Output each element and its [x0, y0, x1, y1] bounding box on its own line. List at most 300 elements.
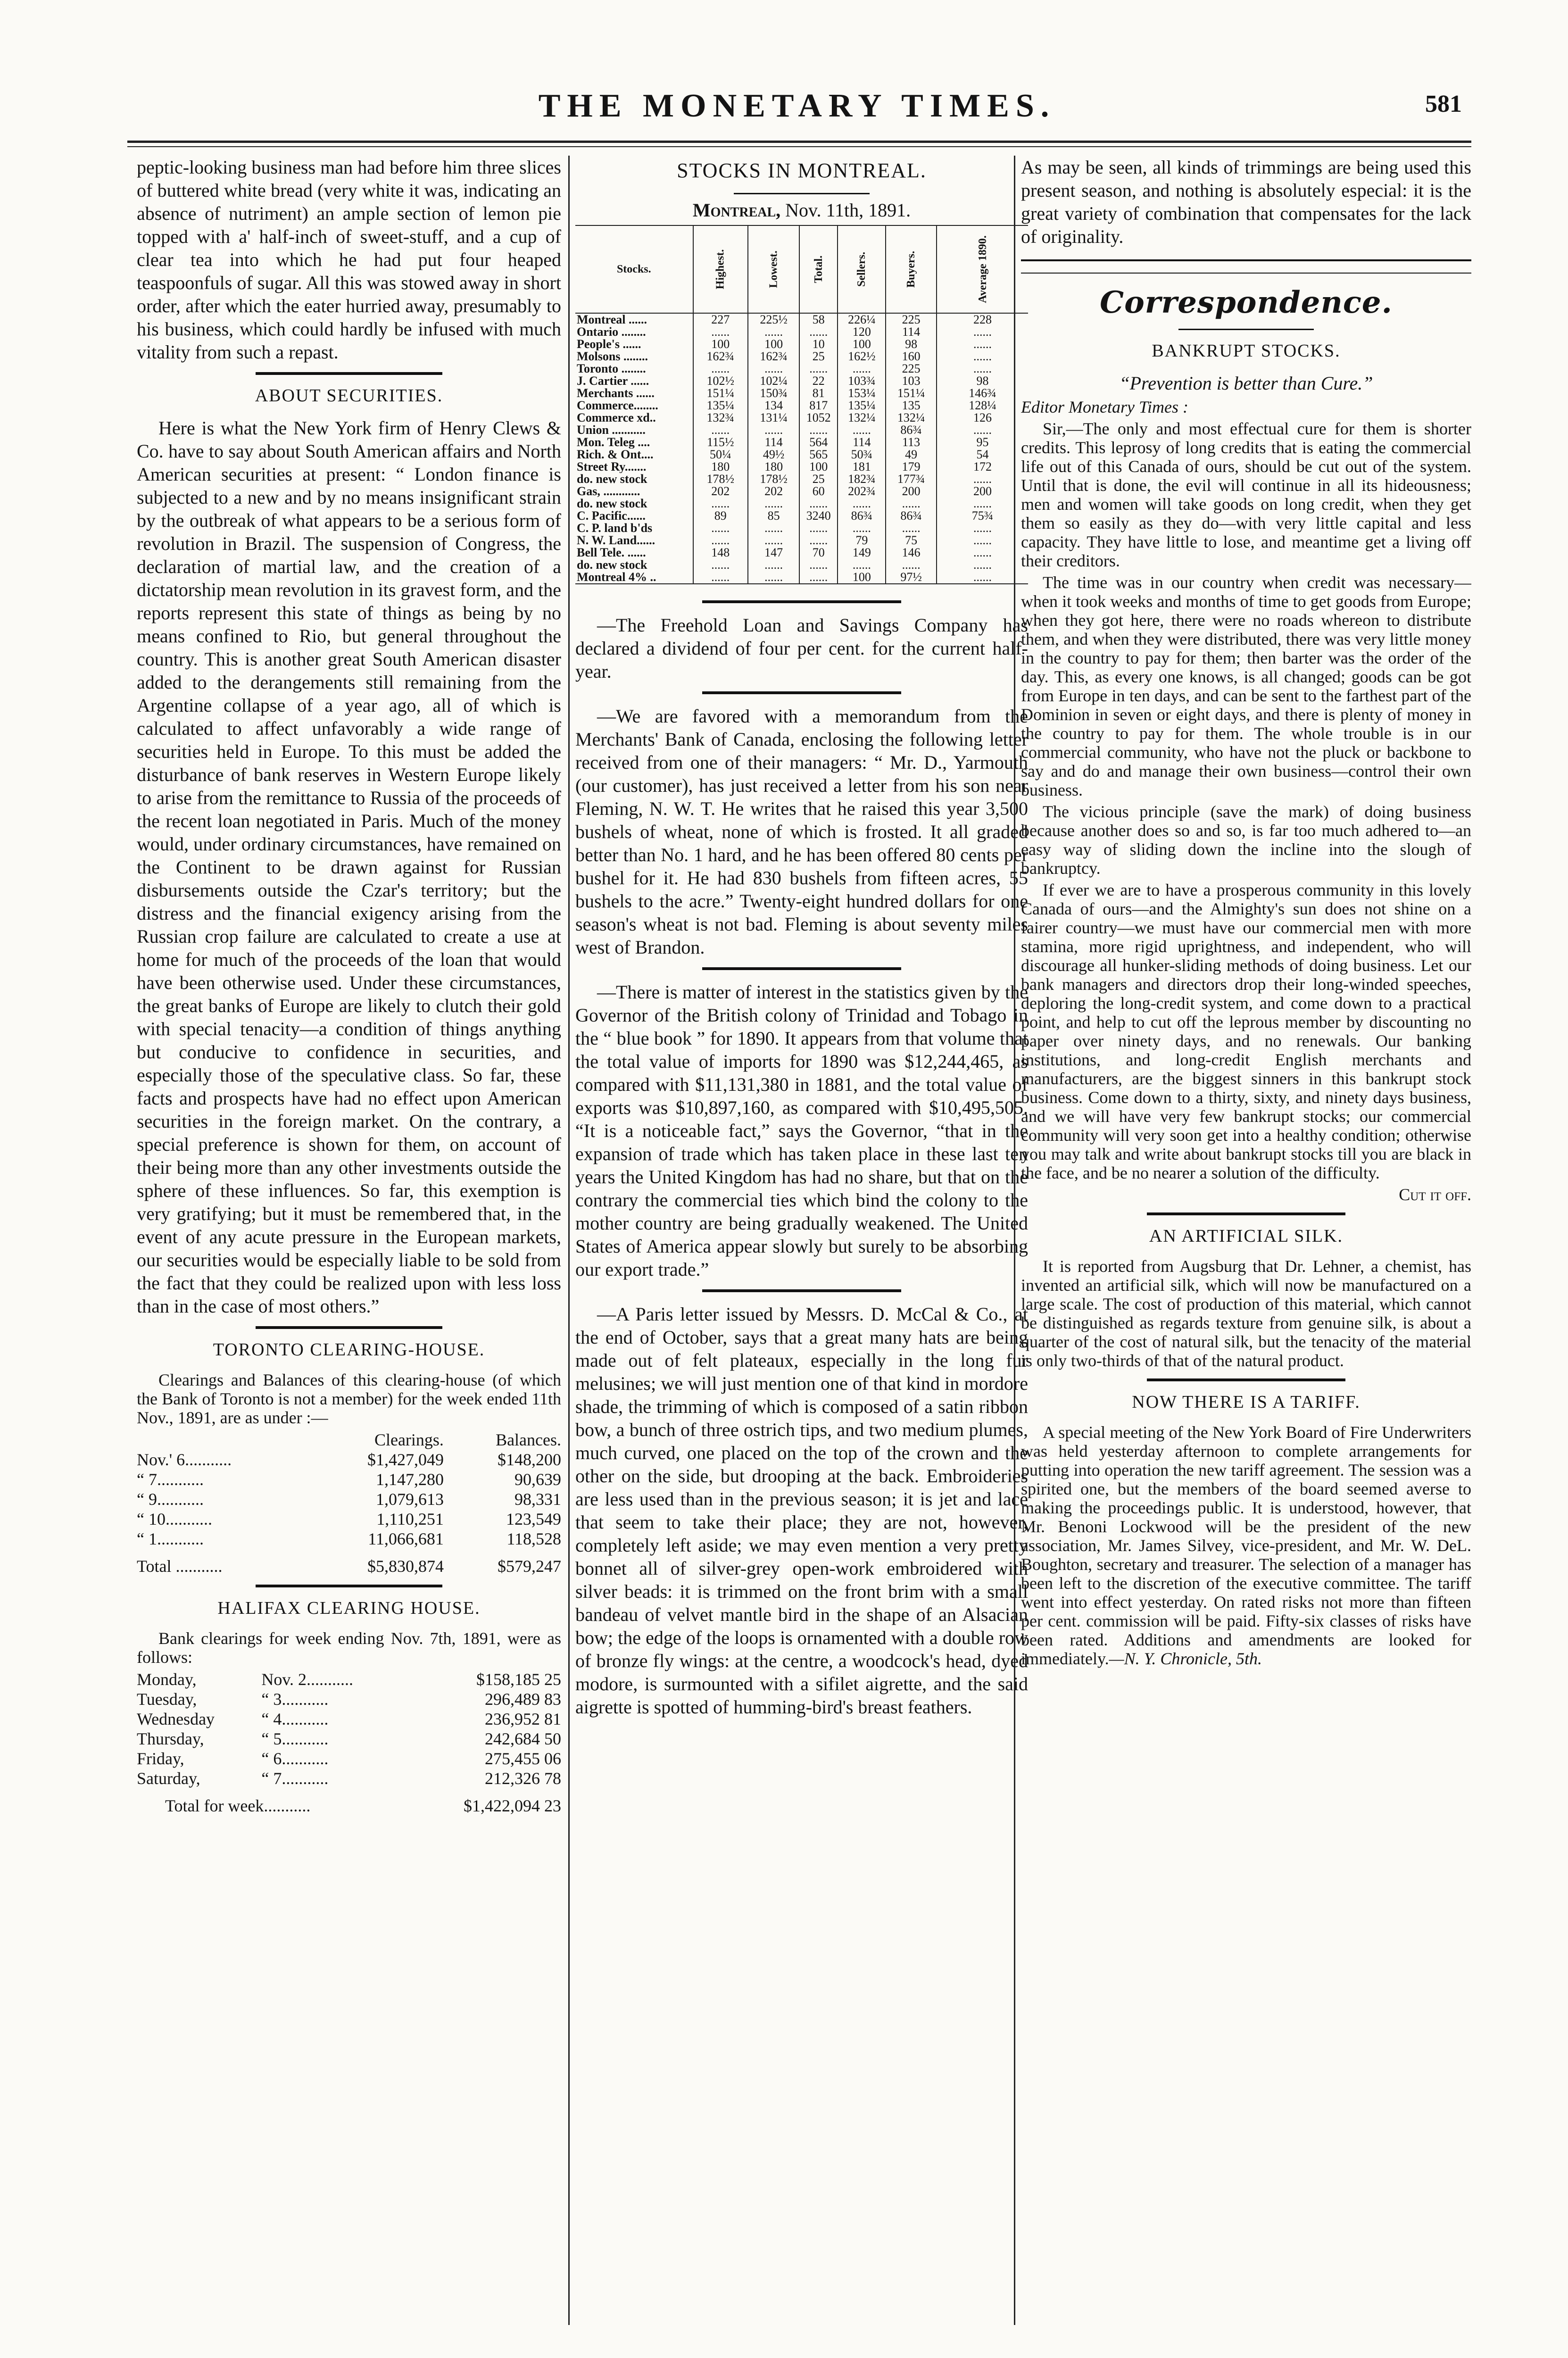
stock-value: ...... [838, 559, 886, 571]
stock-value: 225 [886, 363, 936, 375]
stock-value: ...... [937, 522, 1028, 534]
stock-value: ...... [748, 559, 799, 571]
table-row [137, 1450, 561, 1470]
stock-value: 50¼ [693, 448, 748, 461]
header-label: Buyers. [905, 251, 918, 288]
stock-row [575, 412, 1028, 424]
stock-value: 131¼ [748, 412, 799, 424]
tariff-body: A special meeting of the New York Board of Fire Underwriters was held yesterday afternoon to complete arrangements for putting into operation the new tariff agreement. The session was a spirited one, but the members of the board seemed averse to making the proceedings public. It is understood, however, that Mr. Benoni Lockwood will be the president of the new association, Mr. James Silvey, vice-president, and Mr. W. DeL. Boughton, secretary and treasurer. The selection of a manager has been left to the discretion of the executive committee. The tariff went into effect yesterday. On rated risks not more than fifteen per cent. commission will be paid. Fifty-six classes of risks have been rated. Additions and amendments are looked for immediately. [1021, 1423, 1471, 1668]
stock-value: 58 [799, 313, 838, 326]
stock-row [575, 424, 1028, 436]
table-row [137, 1669, 561, 1689]
stock-value: 202¾ [838, 485, 886, 498]
page-number: 581 [1425, 91, 1462, 117]
stock-value: ...... [748, 326, 799, 338]
stock-value: ...... [937, 338, 1028, 350]
header-label: Sellers. [855, 252, 868, 287]
stock-value: 98 [937, 375, 1028, 387]
stock-value: ...... [799, 534, 838, 547]
tariff-article [1021, 1423, 1471, 1668]
clearings-value: 1,079,613 [375, 1490, 444, 1509]
stock-value: 225½ [748, 313, 799, 326]
table-row [137, 1509, 561, 1529]
stock-value: ...... [937, 350, 1028, 363]
freehold-item: —The Freehold Loan and Savings Company has declared a dividend of four per cent. for the current half-year. [575, 614, 1028, 682]
stock-name: C. P. land b'ds [577, 522, 653, 534]
col-header-highest [693, 225, 748, 313]
toronto-heading: TORONTO CLEARING-HOUSE. [213, 1340, 485, 1360]
stock-value: ...... [937, 498, 1028, 510]
stock-value: 178½ [693, 473, 748, 485]
date-label: “ 6........... [261, 1749, 329, 1768]
amount-value: 212,326 78 [485, 1769, 561, 1788]
stock-name: Molsons ........ [577, 350, 648, 363]
stock-value: 151¼ [886, 387, 936, 399]
stock-row [575, 485, 1028, 498]
stock-name: Montreal 4% .. [575, 571, 693, 584]
separator [702, 967, 901, 970]
stock-value: 54 [937, 448, 1028, 461]
double-rule-top [1021, 259, 1471, 261]
date-label: “ 7........... [261, 1769, 329, 1788]
day-label: Tuesday, [137, 1690, 197, 1709]
stocks-heading: STOCKS IN MONTREAL. [677, 159, 927, 182]
header-label: Average 1890. [976, 235, 989, 303]
separator [734, 193, 870, 194]
stock-value: 60 [799, 485, 838, 498]
row-label: “ 9........... [137, 1490, 204, 1509]
stock-value: 153¼ [838, 387, 886, 399]
stock-value: 114 [838, 436, 886, 448]
stock-value: 135¼ [838, 399, 886, 412]
table-row [137, 1749, 561, 1768]
stock-name: do. new stock [577, 498, 647, 510]
tariff-heading: NOW THERE IS A TARIFF. [1132, 1392, 1361, 1412]
balances-value: $148,200 [498, 1450, 561, 1469]
stock-name: Commerce........ [577, 399, 658, 412]
date-label: “ 5........... [261, 1729, 329, 1748]
separator [702, 691, 901, 694]
separator [1147, 1378, 1345, 1381]
date-label: “ 3........... [261, 1690, 329, 1709]
stock-value: ...... [693, 571, 748, 584]
stock-value: 114 [886, 326, 936, 338]
paris-continuation: As may be seen, all kinds of trimmings are being used this present season, and nothing is absolutely especial: it is the great variety of combination that compensates for the lack of originality. [1021, 157, 1471, 247]
stock-value: 202 [748, 485, 799, 498]
table-row [137, 1689, 561, 1709]
col-header-total [799, 225, 838, 313]
stock-value: ...... [937, 534, 1028, 547]
stocks-table [575, 225, 1028, 584]
bankrupt-motto: “Prevention is better than Cure.” [1119, 373, 1373, 394]
stock-row [575, 571, 1028, 584]
balances-value: 98,331 [514, 1490, 561, 1509]
stock-value: 100 [693, 338, 748, 350]
stock-value: 565 [799, 448, 838, 461]
col-header-buyers [886, 225, 936, 313]
day-label: Monday, [137, 1670, 197, 1689]
toronto-intro: Clearings and Balances of this clearing-house (of which the Bank of Toronto is not a member) for the week ended 11th Nov., 1891, are as under :— [137, 1370, 561, 1427]
clearings-value: 1,110,251 [376, 1510, 444, 1528]
stock-row [575, 473, 1028, 485]
col-header-stocks [575, 225, 693, 313]
stock-value: 1052 [799, 412, 838, 424]
stock-name: Commerce xd.. [577, 412, 656, 424]
stock-value: 81 [799, 387, 838, 399]
stock-value: ...... [799, 498, 838, 510]
stock-value: 113 [886, 436, 936, 448]
masthead [123, 87, 1471, 130]
double-rule-bottom [1021, 273, 1471, 274]
bankrupt-heading: BANKRUPT STOCKS. [1152, 341, 1341, 361]
bankrupt-paragraph-4: If ever we are to have a prosperous community in this lovely Canada of ours—and the Almighty's sun does not shine on a fairer country—we must have our commercial men with more stamina, more rigid uprightness, and independent, who will discourage all hunker-sliding methods of doing business. Let our bank managers and directors drop their long-winded speeches, deploring the long-credit system, and come down to a practical point, and help to cut off the leprous member by discounting no paper over ninety days, and no renewals. Our banking institutions, and long-credit English merchants and manufacturers, are the biggest sinners in this bankrupt stock business. Come down to a thirty, sixty, and ninety days business, and we will have very few bankrupt stocks; our commercial community will very soon get into a healthy condition; otherwise you may talk and write about bankrupt stocks till you are black in the face, and be no nearer a solution of the difficulty. [1021, 880, 1471, 1182]
stock-value: 172 [937, 461, 1028, 473]
stock-value: 135¼ [693, 399, 748, 412]
table-row [137, 1768, 561, 1788]
column-3 [1021, 156, 1471, 2344]
stock-value: 49 [886, 448, 936, 461]
amount-value: 296,489 83 [485, 1690, 561, 1709]
clearings-value: 1,147,280 [375, 1470, 444, 1489]
total-balances: $579,247 [498, 1557, 561, 1576]
stock-value: 115½ [693, 436, 748, 448]
day-label: Saturday, [137, 1769, 200, 1788]
col-header-sellers [838, 225, 886, 313]
stocks-dateline [575, 199, 1028, 221]
date-label: Nov. 2........... [261, 1670, 354, 1689]
clearings-col-header: Clearings. [374, 1430, 444, 1449]
paris-item: —A Paris letter issued by Messrs. D. McCal & Co., at the end of October, says that a great many hats are being made out of felt plateaux, especially in the long fur melusines; we will just mention one of that kind in mordore shade, the trimming of which is composed of a satin ribbon bow, a bunch of three ostrich tips, and two medium plumes, much curved, one placed on the top of the crown and the other on the side, but drooping at the back. Embroideries are less used than in the previous season; it is jet and lace that seem to take their place; they are not, however, completely left aside; we may even mention a very pretty bonnet all of silver-grey open-work embroidered with silver beads: it is trimmed on the front brim with a small bandeau of velvet mantle bird in the shape of an Alsacian bow; the edge of the loops is ornamented with a double row of bronze fly wings: at the centre, a woodcock's head, dyed modore, is surmounted with a sifilet aigrette, and the said aigrette is spotted of humming-bird's breast feathers. [575, 1304, 1028, 1718]
stock-value: ...... [937, 571, 1028, 584]
column-divider-1 [568, 156, 570, 2325]
bankrupt-editor-line: Editor Monetary Times : [1021, 398, 1188, 416]
table-row [137, 1470, 561, 1489]
separator [1178, 329, 1314, 330]
table-row [137, 1709, 561, 1729]
date-label: “ 4........... [261, 1710, 329, 1728]
header-label: Total. [812, 255, 825, 283]
stock-row [575, 559, 1028, 571]
table-row [137, 1529, 561, 1549]
stock-value: 102½ [693, 375, 748, 387]
amount-value: 236,952 81 [485, 1710, 561, 1728]
separator [256, 1585, 442, 1587]
stock-value: 146 [886, 547, 936, 559]
stock-value: 180 [693, 461, 748, 473]
table-row [137, 1489, 561, 1509]
stock-value: ...... [799, 571, 838, 584]
stock-row [575, 534, 1028, 547]
column-2 [575, 156, 1028, 2344]
total-amount: $1,422,094 23 [464, 1796, 561, 1815]
stock-value: 85 [748, 510, 799, 522]
halifax-heading: HALIFAX CLEARING HOUSE. [217, 1598, 481, 1618]
stock-value: ...... [693, 363, 748, 375]
stock-value: 226¼ [838, 313, 886, 326]
stock-value: ...... [693, 498, 748, 510]
stock-value: 177¾ [886, 473, 936, 485]
day-label: Friday, [137, 1749, 184, 1768]
stock-name: Montreal ...... [577, 313, 647, 326]
stock-value: 89 [693, 510, 748, 522]
stock-value: ...... [799, 522, 838, 534]
stock-value: 128¼ [937, 399, 1028, 412]
stock-value: ...... [748, 522, 799, 534]
stock-row [575, 363, 1028, 375]
stock-value: 179 [886, 461, 936, 473]
stock-name: Gas, ............ [577, 485, 640, 498]
stock-value: 100 [838, 338, 886, 350]
stock-value: ...... [886, 498, 936, 510]
stock-value: 97½ [886, 571, 936, 584]
total-row [137, 1549, 561, 1576]
stock-value: ...... [748, 498, 799, 510]
stocks-table-body [575, 313, 1028, 584]
balances-value: 123,549 [506, 1510, 561, 1528]
stock-value: ...... [693, 326, 748, 338]
stock-value: 75¾ [937, 510, 1028, 522]
stock-value: 100 [799, 461, 838, 473]
stock-value: ...... [838, 498, 886, 510]
halifax-intro: Bank clearings for week ending Nov. 7th, 1891, were as follows: [137, 1629, 561, 1667]
separator [702, 1289, 901, 1292]
stock-value: 151¼ [693, 387, 748, 399]
stock-row [575, 375, 1028, 387]
stock-value: 225 [886, 313, 936, 326]
stock-name: Rich. & Ont.... [577, 448, 654, 461]
stock-name: Toronto ........ [577, 363, 646, 375]
header-rule [127, 141, 1471, 143]
stock-value: 98 [886, 338, 936, 350]
stock-value: 103 [886, 375, 936, 387]
stock-value: 817 [799, 399, 838, 412]
day-label: Wednesday [137, 1710, 215, 1728]
separator [1147, 1212, 1345, 1215]
stock-row [575, 547, 1028, 559]
stock-value: 79 [838, 534, 886, 547]
stock-value: 228 [937, 313, 1028, 326]
stock-name: Street Ry....... [577, 461, 647, 473]
balances-value: 118,528 [506, 1529, 561, 1548]
stock-value: 162¾ [748, 350, 799, 363]
header-rule-thin [127, 146, 1471, 147]
stock-value: ...... [693, 522, 748, 534]
balances-value: 90,639 [514, 1470, 561, 1489]
stock-value: ...... [838, 363, 886, 375]
stock-value: ...... [693, 424, 748, 436]
stock-value: 3240 [799, 510, 838, 522]
clearings-value: $1,427,049 [367, 1450, 444, 1469]
stock-row [575, 510, 1028, 522]
stock-row [575, 350, 1028, 363]
silk-article: It is reported from Augsburg that Dr. Lehner, a chemist, has invented an artificial silk, which will now be manufactured on a large scale. The cost of production of this material, which cannot be distinguished as regards texture from genuine silk, is about a quarter of the cost of natural silk, but the tenacity of the material is only two-thirds of that of the natural product. [1021, 1257, 1471, 1370]
stock-value: ...... [937, 363, 1028, 375]
stock-value: ...... [937, 559, 1028, 571]
amount-value: 242,684 50 [485, 1729, 561, 1748]
col-header-lowest [748, 225, 799, 313]
stock-value: ...... [799, 363, 838, 375]
stock-value: ...... [693, 559, 748, 571]
stock-value: 147 [748, 547, 799, 559]
stock-name: N. W. Land...... [577, 534, 655, 547]
stock-value: 102¼ [748, 375, 799, 387]
stocks-header-row [575, 225, 1028, 313]
securities-article: Here is what the New York firm of Henry Clews & Co. have to say about South American affairs and North American securities at present: “ London finance is subjected to a new and by no means insignificant strain by the outbreak of what appears to be a serious form of revolution in Brazil. The suspension of Congress, the declaration of martial law, and the creation of a dictatorship mean revolution in its gravest form, and the reports represent this state of things as being by no means confined to Rio, but general throughout the country. This is another great South American disaster added to the derangements still remaining from the Argentine collapse of a year ago, all of which is calculated to affect unfavorably a wide range of securities held in Europe. To this must be added the disturbance of bank reserves in Western Europe likely to arise from the remittance to Russia of the proceeds of the recent loan negotiated in Paris. Much of the money would, under ordinary circumstances, have remained on the Continent to be drawn against for Russian disbursements outside the Czar's territory; but the distress and the financial exigency arising from the Russian crop failure are calculated to create a use at home for much of the proceeds of the loan that would have been otherwise used. Under these circumstances, the great banks of Europe are likely to clutch their gold with special tenacity—a condition of things anything but conducive to confidence in securities, and especially those of the speculative class. So far, these facts and prospects have had no effect upon American securities in the foreign market. On the contrary, a special preference is shown for them, on account of their being more than any other investments outside the sphere of these influences. So far, this exemption is very gratifying; but it must be remembered that, in the event of any acute pressure in the European markets, our securities would be especially liable to be sold from the fact that they could be realized upon with less loss than in the case of most others.” [137, 417, 561, 1317]
row-label: “ 7........... [137, 1470, 204, 1489]
separator [256, 372, 442, 375]
total-clearings: $5,830,874 [367, 1557, 444, 1576]
stock-value: 86¾ [886, 510, 936, 522]
stock-name: C. Pacific...... [577, 510, 646, 522]
stock-value: ...... [886, 522, 936, 534]
stock-value: 132¾ [693, 412, 748, 424]
merchants-item: —We are favored with a memorandum from the Merchants' Bank of Canada, enclosing the following letter received from one of their managers: “ Mr. D., Yarmouth (our customer), has just received a letter from his son near Fleming, N. W. T. He writes that he raised this year 3,500 bushels of wheat, none of which is frosted. It all graded better than No. 1 hard, and he has been offered 80 cents per bushel for it. He had 830 bushels from fifteen acres, 55 bushels to the acre.” Twenty-eight hundred dollars for one season's wheat is not bad. Fleming is about seventy miles west of Brandon. [575, 706, 1028, 958]
stock-value: ...... [886, 559, 936, 571]
stock-value: 132¼ [886, 412, 936, 424]
total-row [137, 1788, 561, 1816]
stock-value: 200 [886, 485, 936, 498]
stock-name: Union ........... [577, 424, 646, 436]
stock-value: 25 [799, 473, 838, 485]
stock-value: 227 [693, 313, 748, 326]
amount-value: 275,455 06 [485, 1749, 561, 1768]
stock-value: 150¾ [748, 387, 799, 399]
stock-value: ...... [693, 534, 748, 547]
stock-value: ...... [937, 473, 1028, 485]
col-header-average [937, 225, 1028, 313]
stock-value: ...... [937, 547, 1028, 559]
toronto-clearings-table [137, 1430, 561, 1576]
table-row [137, 1729, 561, 1749]
clearings-value: 11,066,681 [368, 1529, 444, 1548]
bankrupt-paragraph-3: The vicious principle (save the mark) of doing business because another does so and so, is far too much adhered to—an easy way of sliding down the incline into the slough of bankruptcy. [1021, 802, 1471, 878]
stock-value: ...... [748, 571, 799, 584]
stock-value: ...... [748, 363, 799, 375]
stock-value: 148 [693, 547, 748, 559]
stock-value: ...... [748, 424, 799, 436]
stock-value: 162½ [838, 350, 886, 363]
bankrupt-paragraph-2: The time was in our country when credit was necessary—when it took weeks and months of time to get goods from Europe; when they got here, there were no roads whereon to distribute them, and when they were distributed, there was very little money in the country to pay for them; then barter was the order of the day. This, as every one knows, is all changed; goods can be got from Europe in ten days, and can be sent to the farthest part of the Dominion in seven or eight days, and there is plenty of money in the country to pay for them. The whole trouble is in our commercial community, who have not the pluck or backbone to say and do and manage their own business—control their own business. [1021, 573, 1471, 799]
stock-name: Bell Tele. ...... [577, 547, 646, 559]
stock-value: ...... [838, 424, 886, 436]
balances-col-header: Balances. [496, 1430, 561, 1449]
bankrupt-paragraph-1: Sir,—The only and most effectual cure for them is shorter credits. This leprosy of long credits that is eating the commercial life out of this Canada of ours, should be cut out of the system. Until that is done, the evil will continue in all its hideousness; men and women will take goods on long credit, when they get them so easily as they do—with very little capital and less capacity. They have little to lose, and meantime get a living off their creditors. [1021, 419, 1471, 570]
stock-value: ...... [937, 326, 1028, 338]
stock-value: ...... [799, 424, 838, 436]
stock-value: 114 [748, 436, 799, 448]
stock-name: People's ...... [577, 338, 641, 350]
stock-value: 202 [693, 485, 748, 498]
stock-value: 25 [799, 350, 838, 363]
stock-value: 162¾ [693, 350, 748, 363]
header-label: Highest. [714, 249, 727, 290]
stock-value: 22 [799, 375, 838, 387]
stock-row [575, 399, 1028, 412]
column-1 [137, 156, 561, 2344]
stock-row [575, 448, 1028, 461]
day-label: Thursday, [137, 1729, 204, 1748]
stock-value: ...... [748, 534, 799, 547]
stock-row [575, 313, 1028, 326]
header-label: Stocks. [616, 263, 651, 275]
stock-value: 149 [838, 547, 886, 559]
stock-name: Ontario ........ [577, 326, 646, 338]
row-label: “ 10........... [137, 1510, 212, 1528]
stock-name: Mon. Teleg .... [577, 436, 650, 448]
stock-value: 10 [799, 338, 838, 350]
stock-value: 126 [937, 412, 1028, 424]
stock-row [575, 326, 1028, 338]
amount-value: $158,185 25 [476, 1670, 561, 1689]
total-label: Total ........... [137, 1557, 223, 1576]
stock-value: 180 [748, 461, 799, 473]
stock-value: 70 [799, 547, 838, 559]
stock-value: 50¾ [838, 448, 886, 461]
stock-value: ...... [937, 424, 1028, 436]
stock-value: ...... [799, 326, 838, 338]
stock-row [575, 387, 1028, 399]
stock-value: 75 [886, 534, 936, 547]
newspaper-title: THE MONETARY TIMES. [538, 88, 1056, 124]
article-continuation: peptic-looking business man had before him three slices of buttered white bread (very white it was, indicating an absence of nutriment) an ample section of lemon pie topped with a' half-inch of sweet-stuff, and a cup of clear tea into which he had put four heaped teaspoonfuls of sugar. All this was stowed away in short order, after which the eater hurried away, presumably to his business, which could hardly be infused with much vitality from such a repast. [137, 157, 561, 363]
stock-value: 134 [748, 399, 799, 412]
stock-name: Merchants ...... [577, 387, 655, 399]
securities-heading: ABOUT SECURITIES. [255, 386, 443, 406]
stock-row [575, 436, 1028, 448]
stocks-place: Montreal, [692, 199, 781, 221]
stock-value: 100 [838, 571, 886, 584]
stock-value: 160 [886, 350, 936, 363]
stock-name: do. new stock [577, 559, 647, 571]
trinidad-item: —There is matter of interest in the statistics given by the Governor of the British colony of Trinidad and Tobago in the “ blue book ” for 1890. It appears from that volume that the total value of imports for 1890 was $12,244,465, as compared with $11,131,380 in 1881, and the total value of exports was $10,897,160, as compared with $10,495,505. “It is a noticeable fact,” says the Governor, “that in the expansion of trade which has taken place in these last ten years the United Kingdom has had no share, but that on the contrary the commercial ties which bind the colony to the mother country are being gradually weakened. The United States of America appear slowly but surely to be absorbing our export trade.” [575, 981, 1028, 1280]
stock-value: ...... [838, 522, 886, 534]
stock-row [575, 498, 1028, 510]
bankrupt-signature: Cut it off. [1399, 1185, 1471, 1204]
separator [702, 600, 901, 603]
stock-value: 132¼ [838, 412, 886, 424]
stock-name: J. Cartier ...... [577, 375, 649, 387]
stock-value: 200 [937, 485, 1028, 498]
stocks-date: Nov. 11th, 1891. [785, 199, 911, 221]
stock-value: 49½ [748, 448, 799, 461]
halifax-clearings-table [137, 1669, 561, 1816]
stock-value: ...... [799, 559, 838, 571]
stock-value: 564 [799, 436, 838, 448]
stock-value: 100 [748, 338, 799, 350]
silk-heading: AN ARTIFICIAL SILK. [1149, 1226, 1344, 1246]
row-label: “ 1........... [137, 1529, 204, 1548]
stock-row [575, 522, 1028, 534]
separator [256, 1326, 442, 1329]
stock-value: 95 [937, 436, 1028, 448]
header-label: Lowest. [767, 250, 780, 288]
tariff-source: —N. Y. Chronicle, 5th. [1109, 1649, 1262, 1668]
stock-value: 146¾ [937, 387, 1028, 399]
stock-value: 103¾ [838, 375, 886, 387]
stock-value: 181 [838, 461, 886, 473]
stock-row [575, 338, 1028, 350]
stock-value: 182¾ [838, 473, 886, 485]
row-label: Nov.' 6........... [137, 1450, 232, 1469]
total-label: Total for week........... [165, 1796, 311, 1815]
correspondence-heading: Correspondence. [1100, 285, 1393, 320]
stock-value: 178½ [748, 473, 799, 485]
stock-row [575, 461, 1028, 473]
stock-value: 135 [886, 399, 936, 412]
stock-value: 86¾ [886, 424, 936, 436]
stock-name: do. new stock [577, 473, 647, 485]
stock-value: 86¾ [838, 510, 886, 522]
